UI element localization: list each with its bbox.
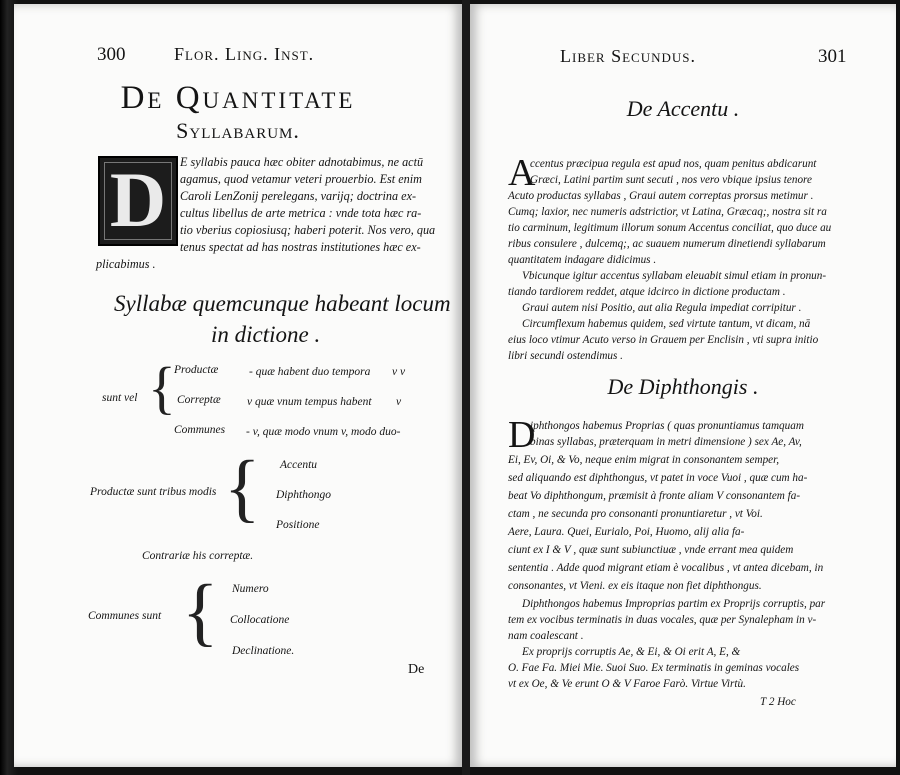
row-productae-desc: - quæ habent duo tempora <box>249 366 371 378</box>
chapter-title: De Quantitate <box>120 80 356 116</box>
left-page-number: 300 <box>97 44 126 65</box>
row-productae-mark: v v <box>392 366 406 378</box>
communes-item-numero: Numero <box>232 583 269 595</box>
accentu-line-13: libri secundi ostendimus . <box>508 350 623 362</box>
diph-line-2: binas syllabas, præterquam in metri dimensione ) sex Ae, Av, <box>530 436 802 448</box>
catchword-left: De <box>408 662 425 677</box>
signature-catchword: T 2 Hoc <box>760 696 796 708</box>
diph-line-15: O. Fae Fa. Miei Mie. Suoi Suo. Ex terminatis in geminas vocales <box>508 662 800 674</box>
diph-line-5: beat Vo diphthongum, præmisit à fronte aliam V consonantem fa- <box>508 490 801 502</box>
accentu-line-8: Vbicunque igitur accentus syllabam eleuabit simul etiam in pronun- <box>522 270 827 282</box>
diph-line-9: sententia . Adde quod migrant etiam è vocalibus , vt antea dicebam, in <box>508 562 824 574</box>
intro-line-5: tio vberius copiosiusq; haberi poterit. Nos vero, qua <box>180 223 436 237</box>
accentu-line-2: Græci, Latini partim sunt secuti , nos vero vbique ipsius tenore <box>530 174 812 186</box>
diph-line-4: sed aliquando est diphthongus, vt patet in voce Vuoi , quæ cum ha- <box>508 472 808 484</box>
right-page-number: 301 <box>818 46 847 67</box>
syllabae-heading-line2: in dictione . <box>211 322 321 347</box>
accentu-line-4: Cumq; laxior, nec numeris adstrictior, vt Latina, Græcaq;, nostra sit ra <box>508 206 827 218</box>
brace-communes: { <box>182 570 219 654</box>
syllabae-heading-line1: Syllabæ quemcunque habeant locum <box>114 291 451 316</box>
diph-line-8: ciunt ex I & V , quæ sunt subiunctiuæ , vnde errant mea quidem <box>508 544 794 556</box>
chapter-subtitle: Syllabarum. <box>176 118 300 143</box>
row-correptae-mark: v <box>396 396 402 408</box>
brace-productae: { <box>224 446 261 530</box>
intro-line-2: agamus, quod vetamur veteri prouerbio. Est enim <box>180 172 422 186</box>
ornamental-drop-cap: D <box>98 156 178 246</box>
left-running-head: Flor. Ling. Inst. <box>174 44 315 64</box>
contrariae-line: Contrariæ his correptæ. <box>142 550 254 562</box>
diph-line-10: consonantes, vt Vieni. ex eis itaque non fiet diphthongus. <box>508 580 762 592</box>
accentu-heading: De Accentu . <box>626 96 740 121</box>
accentu-line-10: Graui autem nisi Positio, aut alia Regula impediat corripitur . <box>522 302 802 314</box>
productae-modis-label: Productæ sunt tribus modis <box>90 486 217 498</box>
right-running-head: Liber Secundus. <box>560 46 697 66</box>
accentu-line-3: Acuto productas syllabas , Graui autem correptas prorsus metimur . <box>508 190 814 202</box>
diph-line-6: ctam , ne secunda pro consonanti pronuntiaretur , vt Voi. <box>508 508 763 520</box>
left-page <box>14 4 462 767</box>
productae-item-diphthongo: Diphthongo <box>276 489 331 501</box>
sunt-vel-label: sunt vel <box>102 392 138 404</box>
diphthongis-heading: De Diphthongis . <box>607 374 759 399</box>
diph-line-3: Ei, Ev, Oi, & Vo, neque enim migrat in consonantem semper, <box>508 454 780 466</box>
diph-line-11: Diphthongos habemus Improprias partim ex Proprijs corruptis, par <box>522 598 826 610</box>
row-correptae-name: Correptæ <box>177 394 221 406</box>
productae-item-positione: Positione <box>276 519 320 531</box>
row-communes-name: Communes <box>174 424 226 436</box>
communes-sunt-label: Communes sunt <box>88 610 162 622</box>
diph-line-13: nam coalescant . <box>508 630 584 642</box>
diph-line-1: iphthongos habemus Proprias ( quas pronuntiamus tamquam <box>530 420 804 432</box>
accentu-line-6: ribus consulere , dulcemq;, ac suauem numerum dinetiendi syllabarum <box>508 238 826 250</box>
accentu-drop-cap: A <box>508 152 536 194</box>
intro-line-4: cultus libellus de arte metrica : vnde tota hæc ra- <box>180 206 422 220</box>
accentu-line-5: tio carminum, legitimum illorum sonum Accentus conciliat, quo duce au <box>508 222 832 234</box>
row-correptae-desc: v quæ vnum tempus habent <box>247 396 372 408</box>
diph-line-16: vt ex Oe, & Ve erunt O & V Faroe Farò. Virtue Virtù. <box>508 678 746 690</box>
intro-line-3: Caroli LenZonij perelegans, varijq; doctrina ex- <box>180 189 417 203</box>
diph-line-7: Aere, Laura. Quei, Eurialo, Poi, Huomo, alij alia fa- <box>508 526 745 538</box>
accentu-line-9: tiando tardiorem reddet, atque idcirco in dictione productam . <box>508 286 786 298</box>
diphthongis-drop-cap: D <box>508 414 536 456</box>
communes-item-declinatione: Declinatione. <box>232 645 295 657</box>
brace-sunt-vel: { <box>148 355 176 420</box>
accentu-line-1: ccentus præcipua regula est apud nos, quam penitus abdicarunt <box>530 158 817 170</box>
row-productae-name: Productæ <box>174 364 219 376</box>
accentu-line-7: quantitatem indagare didicimus . <box>508 254 657 266</box>
intro-line-7: plicabimus . <box>96 257 156 271</box>
intro-line-1: E syllabis pauca hæc obiter adnotabimus, ne actū <box>180 155 424 169</box>
row-communes-desc: - v, quæ modo vnum v, modo duo- <box>246 426 401 438</box>
diph-line-12: tem ex vocibus terminatis in duas vocales, quæ per Synalepham in v- <box>508 614 817 626</box>
book-gutter <box>462 0 470 775</box>
right-page <box>470 4 896 767</box>
accentu-line-11: Circumflexum habemus quidem, sed virtute tantum, vt dicam, nā <box>522 318 811 330</box>
intro-line-6: tenus spectat ad has nostras institutiones hæc ex- <box>180 240 421 254</box>
productae-item-accentu: Accentu <box>280 459 318 471</box>
diph-line-14: Ex proprijs corruptis Ae, & Ei, & Oi erit A, E, & <box>522 646 741 658</box>
communes-item-collocatione: Collocatione <box>230 614 290 626</box>
accentu-line-12: eius loco vtimur Acuto verso in Grauem per Enclisin , vti supra initio <box>508 334 819 346</box>
